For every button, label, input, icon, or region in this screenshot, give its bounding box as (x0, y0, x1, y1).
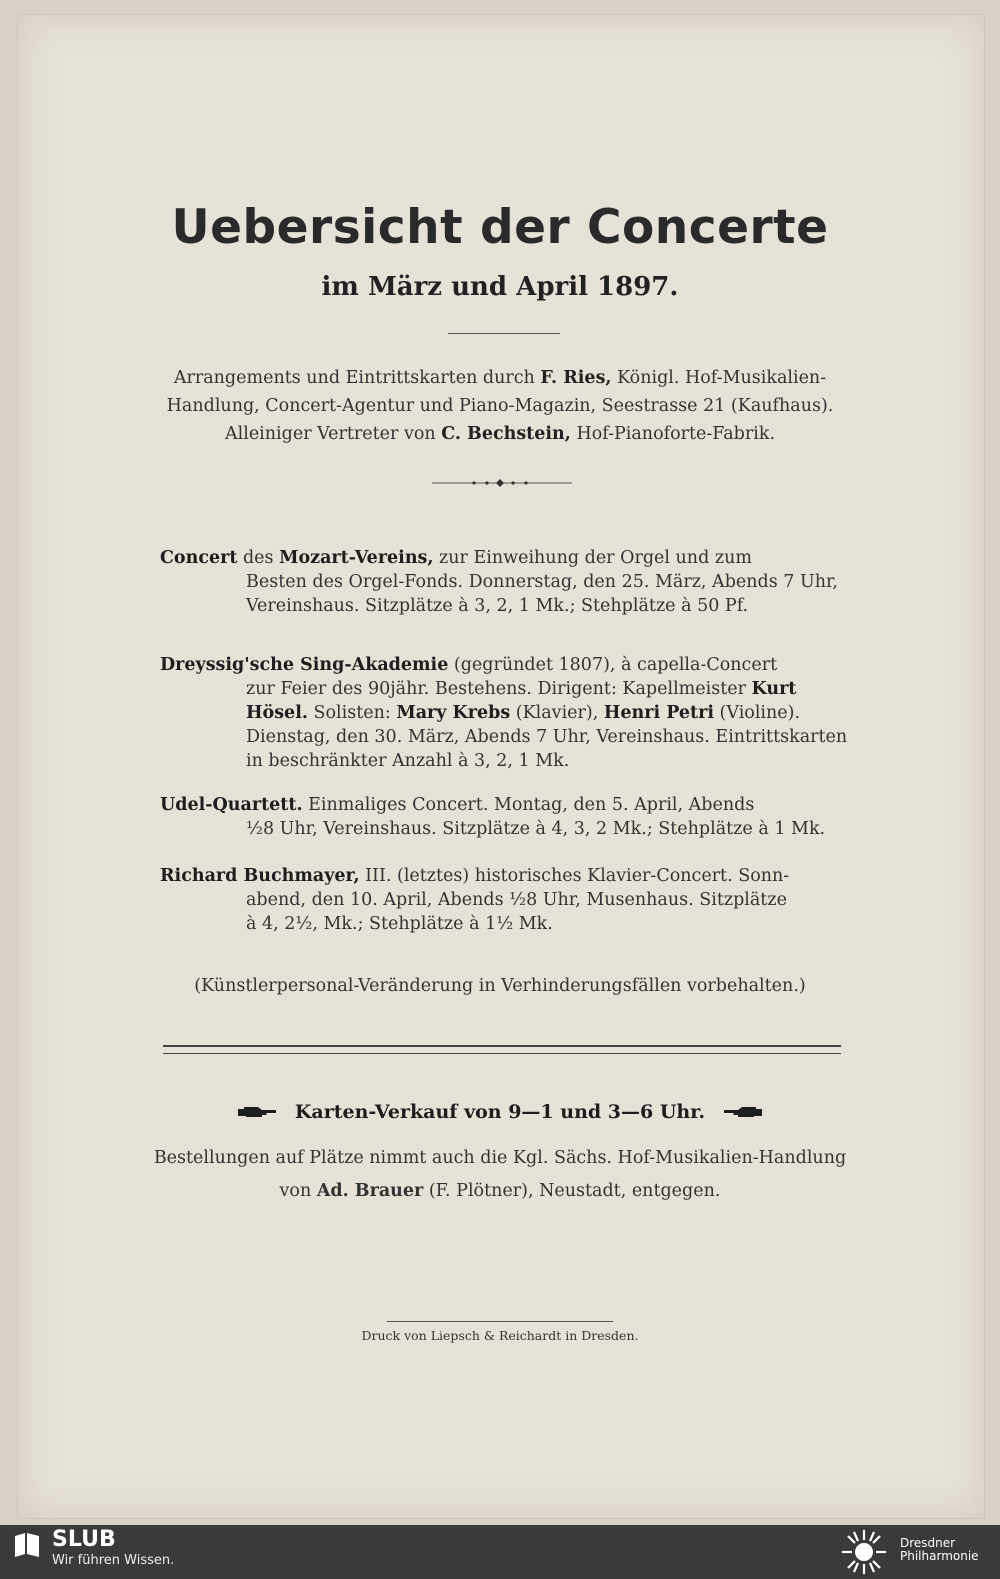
document-subtitle: im März und April 1897. (321, 272, 679, 302)
disclaimer-note: (Künstlerpersonal-Veränderung in Verhinderungsfällen vorbehalten.) (194, 976, 806, 996)
concert-entry-mozart: Concert des Mozart-Vereins, zur Einweihung der Orgel und zum Besten des Orgel-Fonds. Donnerstag, den 25. März, Abends 7 Uhr, Vereinshaus. Sitzplätze à 3, 2, 1 Mk.; Stehplätze à 50 Pf. (160, 548, 838, 616)
concert-entry-buchmayer: Richard Buchmayer, III. (letztes) historisches Klavier-Concert. Sonn- abend, den 10. April, Abends ½8 Uhr, Musenhaus. Sitzplätze à 4, 2½, Mk.; Stehplätze à 1½ Mk. (160, 866, 790, 934)
ticket-sale-text: Karten-Verkauf von 9—1 und 3—6 Uhr. (294, 1101, 706, 1123)
ornament-divider (432, 476, 572, 490)
document-title: Uebersicht der Concerte (171, 200, 829, 255)
concert-entry-udel-quartett: Udel-Quartett. Einmaliges Concert. Montag, den 5. April, Abends ½8 Uhr, Vereinshaus. Sitzplätze à 4, 3, 2 Mk.; Stehplätze à 1 Mk. (160, 795, 826, 839)
pointing-hand-left-icon (720, 1104, 764, 1122)
ticket-sale-line (0, 1101, 1000, 1123)
order-paragraph: Bestellungen auf Plätze nimmt auch die Kgl. Sächs. Hof-Musikalien-Handlung von Ad. Brauer (F. Plötner), Neustadt, entgegen. (153, 1148, 847, 1201)
slub-book-icon (12, 1530, 42, 1560)
concert-entry-sing-akademie: Dreyssig'sche Sing-Akademie (gegründet 1807), à capella-Concert zur Feier des 90jähr. Bestehens. Dirigent: Kapellmeister Kurt Hösel. Solisten: Mary Krebs (Klavier), Henri Petri (Violine). Dienstag, den 30. März, Abends 7 Uhr, Vereinshaus. Eintrittskarten in beschränkter Anzahl à 3, 2, 1 Mk. (160, 655, 848, 771)
pointing-hand-right-icon (236, 1104, 280, 1122)
slub-logo-text: SLUB (52, 1527, 116, 1552)
slub-tagline: Wir führen Wissen. (52, 1553, 175, 1568)
footer-divider (387, 1321, 613, 1322)
title-divider (448, 333, 560, 334)
piano-maker-name: C. Bechstein, (441, 424, 571, 444)
printer-imprint: Druck von Liepsch & Reichardt in Dresden. (361, 1328, 639, 1343)
dealer-name: Ad. Brauer (316, 1181, 424, 1201)
partner-logo-text: Dresdner Philharmonie (900, 1536, 979, 1563)
dresdner-philharmonie-logo-icon (840, 1528, 888, 1576)
agency-name: F. Ries, (540, 368, 612, 388)
intro-paragraph: Arrangements und Eintrittskarten durch F. Ries, Königl. Hof-Musikalien- Handlung, Concert-Agentur und Piano-Magazin, Seestrasse 21 (Kaufhaus). Alleiniger Vertreter von C. Bechstein, Hof-Pianoforte-Fabrik. (166, 368, 834, 444)
double-rule-divider (163, 1045, 841, 1054)
